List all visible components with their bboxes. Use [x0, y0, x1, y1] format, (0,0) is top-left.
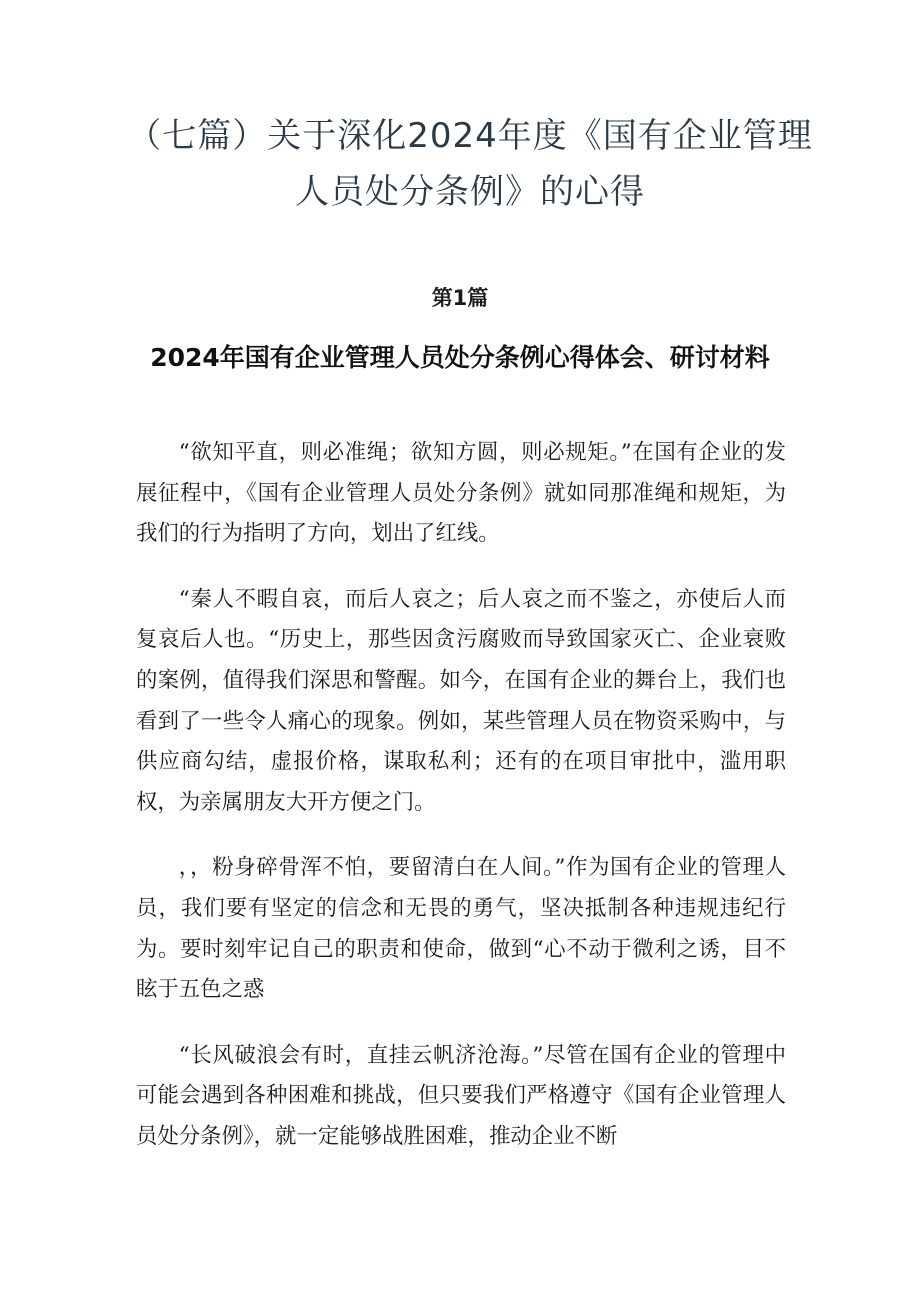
paragraph: ，，粉身碎骨浑不怕，要留清白在人间。”作为国有企业的管理人员，我们要有坚定的信念和无畏的勇气，坚决抵制各种违规违纪行为。要时刻牢记自己的职责和使命，做到“心不动于微利之诱，目不眩于五色之惑	[136, 855, 786, 1003]
section-number: 第1篇	[431, 286, 489, 310]
document-body	[136, 433, 786, 1158]
paragraph: “欲知平直，则必准绳；欲知方圆，则必规矩。”在国有企业的发展征程中，《国有企业管理人员处分条例》就如同那准绳和规矩，为我们的行为指明了方向，划出了红线。	[136, 440, 786, 547]
document-title: （七篇）关于深化2024年度《国有企业管理人员处分条例》的心得	[127, 116, 813, 212]
section-title: 2024年国有企业管理人员处分条例心得体会、研讨材料	[150, 343, 770, 372]
paragraph: “秦人不暇自哀，而后人哀之；后人哀之而不鉴之，亦使后人而复哀后人也。“历史上，那些因贪污腐败而导致国家灭亡、企业衰败的案例，值得我们深思和警醒。如今，在国有企业的舞台上，我们也看到了一些令人痛心的现象。例如，某些管理人员在物资采购中，与供应商勾结，虚报价格，谋取私利；还有的在项目审批中，滥用职权，为亲属朋友大开方便之门。	[136, 586, 786, 815]
paragraph: “长风破浪会有时，直挂云帆济沧海。”尽管在国有企业的管理中可能会遇到各种困难和挑战，但只要我们严格遵守《国有企业管理人员处分条例》，就一定能够战胜困难，推动企业不断	[136, 1042, 786, 1149]
